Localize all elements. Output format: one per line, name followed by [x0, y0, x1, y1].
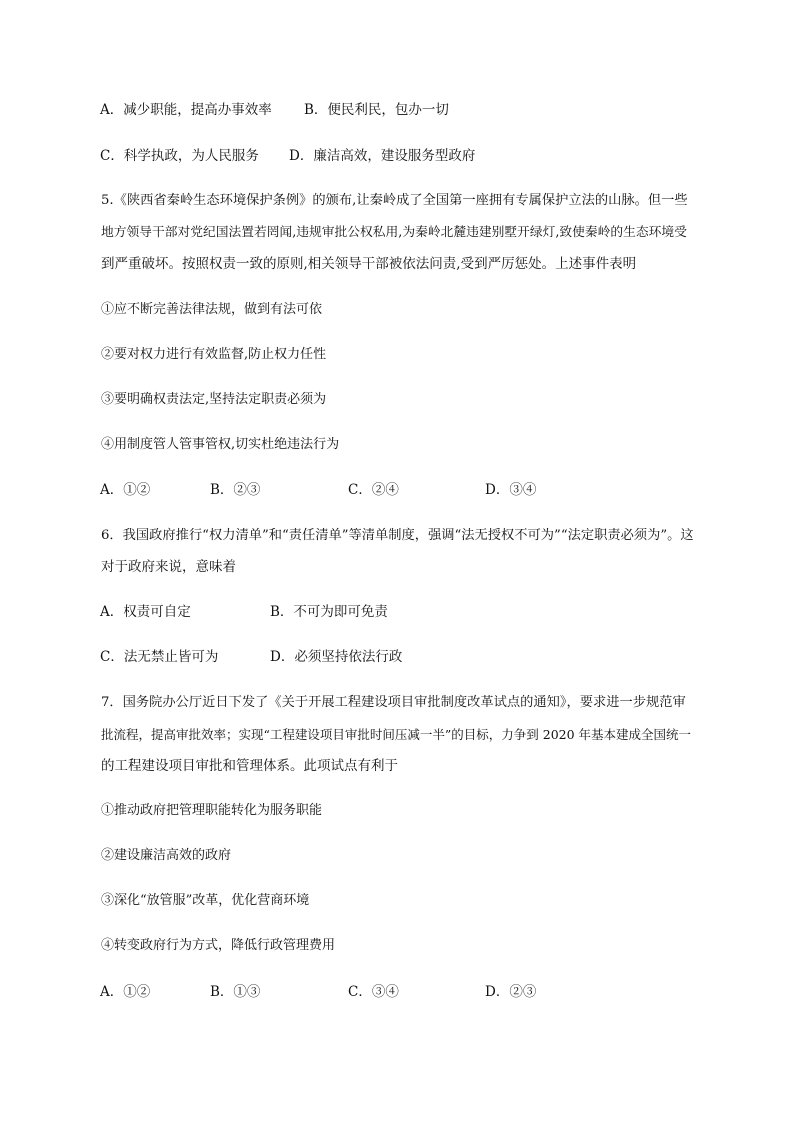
- q7-option-a: A．①②: [100, 984, 151, 1000]
- q4-option-c: C．科学执政，为人民服务: [100, 148, 259, 164]
- q7-statement-2: ②建设廉洁高效的政府: [101, 848, 232, 863]
- q5-stem-line-3: 到严重破坏。按照权责一致的原则,相关领导干部被依法问责,受到严厉惩处。上述事件表明: [101, 256, 637, 272]
- q5-statement-3: ③要明确权责法定,坚持法定职责必须为: [101, 392, 327, 407]
- q6-stem-line-1: 6．我国政府推行“权力清单”和“责任清单”等清单制度，强调“法无授权不可为”“法定职责必须为”。这: [101, 528, 694, 543]
- q7-option-b: B．①③: [210, 984, 261, 1000]
- q4-option-a: A．减少职能，提高办事效率: [100, 102, 272, 118]
- q6-option-c: C．法无禁止皆可为: [100, 649, 219, 665]
- q5-stem-line-2: 地方领导干部对党纪国法置若罔闻,违规审批公权私用,为秦岭北麓违建别墅开绿灯,致使秦岭的生态环境受: [101, 225, 687, 240]
- q4-option-b: B．便民利民，包办一切: [304, 102, 449, 118]
- q6-option-b: B．不可为即可免责: [270, 604, 388, 620]
- q5-option-d: D．③④: [485, 482, 537, 498]
- q7-stem-line-1: 7．国务院办公厅近日下发了《关于开展工程建设项目审批制度改革试点的通知》，要求进一步规范审: [101, 695, 686, 710]
- q7-stem-line-3: 的工程建设项目审批和管理体系。此项试点有利于: [101, 758, 398, 774]
- q5-option-b: B．②③: [210, 482, 261, 498]
- q4-option-d: D．廉洁高效，建设服务型政府: [289, 148, 476, 164]
- q7-option-c: C．③④: [348, 984, 399, 1000]
- q7-statement-3: ③深化“放管服”改革，优化营商环境: [101, 893, 310, 908]
- q5-statement-4: ④用制度管人管事管权,切实杜绝违法行为: [101, 437, 340, 452]
- q7-statement-4: ④转变政府行为方式，降低行政管理费用: [101, 938, 336, 953]
- q5-statement-2: ②要对权力进行有效监督,防止权力任性: [101, 347, 327, 362]
- q6-option-a: A．权责可自定: [100, 604, 191, 620]
- q5-statement-1: ①应不断完善法律法规，做到有法可依: [101, 302, 323, 317]
- q7-option-d: D．②③: [485, 984, 537, 1000]
- q5-option-a: A．①②: [100, 482, 151, 498]
- q5-option-c: C．②④: [348, 482, 399, 498]
- q6-stem-line-2: 对于政府来说，意味着: [101, 559, 236, 575]
- q6-option-d: D．必须坚持依法行政: [270, 649, 403, 665]
- q5-stem-line-1: 5.《陕西省秦岭生态环境保护条例》的颁布,让秦岭成了全国第一座拥有专属保护立法的山脉。但一些: [101, 193, 688, 208]
- q7-statement-1: ①推动政府把管理职能转化为服务职能: [101, 803, 323, 818]
- q7-stem-line-2: 批流程，提高审批效率；实现“工程建设项目审批时间压减一半”的目标，力争到 2020 年基本建成全国统一: [101, 727, 692, 742]
